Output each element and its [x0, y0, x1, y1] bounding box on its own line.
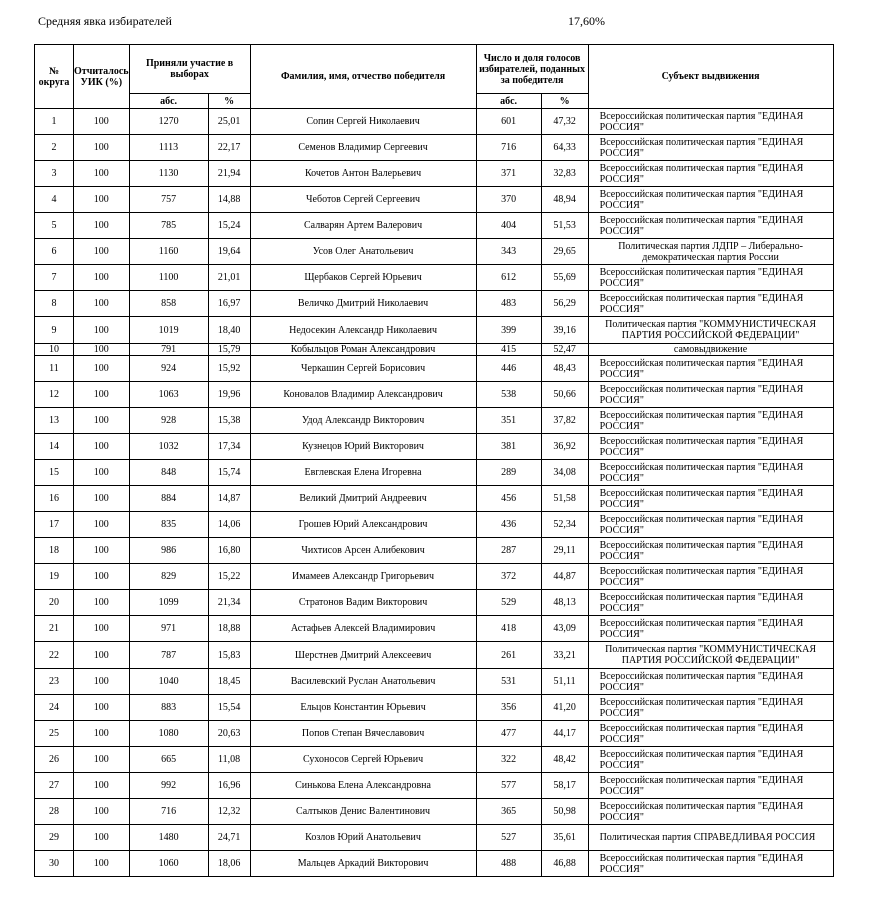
cell-nominator: Политическая партия СПРАВЕДЛИВАЯ РОССИЯ	[588, 825, 833, 851]
cell-votes-pct: 51,53	[541, 213, 588, 239]
subheader-votes-pct: %	[541, 94, 588, 109]
cell-participated-pct: 15,54	[208, 695, 250, 721]
cell-participated-abs: 1270	[129, 109, 208, 135]
cell-participated-abs: 986	[129, 538, 208, 564]
table-row	[35, 669, 834, 695]
cell-nominator: Всероссийская политическая партия "ЕДИНАЯ РОССИЯ"	[588, 356, 833, 382]
cell-district-no: 3	[35, 161, 74, 187]
cell-district-no: 17	[35, 512, 74, 538]
cell-participated-pct: 15,24	[208, 213, 250, 239]
cell-nominator: Всероссийская политическая партия "ЕДИНАЯ РОССИЯ"	[588, 747, 833, 773]
cell-winner-name: Мальцев Аркадий Викторович	[250, 851, 476, 877]
header-nominator: Субъект выдвижения	[588, 45, 833, 109]
cell-votes-abs: 446	[476, 356, 541, 382]
cell-participated-pct: 19,64	[208, 239, 250, 265]
subheader-votes-abs: абс.	[476, 94, 541, 109]
cell-district-no: 2	[35, 135, 74, 161]
cell-votes-pct: 43,09	[541, 616, 588, 642]
cell-district-no: 27	[35, 773, 74, 799]
cell-reported: 100	[74, 239, 130, 265]
cell-nominator: Всероссийская политическая партия "ЕДИНАЯ РОССИЯ"	[588, 721, 833, 747]
cell-reported: 100	[74, 799, 130, 825]
cell-participated-abs: 665	[129, 747, 208, 773]
subheader-participated-abs: абс.	[129, 94, 208, 109]
cell-nominator: Всероссийская политическая партия "ЕДИНАЯ РОССИЯ"	[588, 799, 833, 825]
cell-votes-abs: 356	[476, 695, 541, 721]
cell-reported: 100	[74, 265, 130, 291]
cell-nominator: Всероссийская политическая партия "ЕДИНАЯ РОССИЯ"	[588, 161, 833, 187]
cell-participated-abs: 1113	[129, 135, 208, 161]
cell-votes-pct: 48,94	[541, 187, 588, 213]
table-row	[35, 799, 834, 825]
cell-reported: 100	[74, 773, 130, 799]
cell-participated-abs: 1100	[129, 265, 208, 291]
cell-votes-pct: 47,32	[541, 109, 588, 135]
table-row	[35, 642, 834, 669]
cell-participated-pct: 15,74	[208, 460, 250, 486]
cell-votes-abs: 436	[476, 512, 541, 538]
cell-nominator: Всероссийская политическая партия "ЕДИНАЯ РОССИЯ"	[588, 538, 833, 564]
cell-nominator: Всероссийская политическая партия "ЕДИНАЯ РОССИЯ"	[588, 669, 833, 695]
cell-winner-name: Кузнецов Юрий Викторович	[250, 434, 476, 460]
header-participated: Приняли участие в выборах	[129, 45, 250, 94]
table-row	[35, 564, 834, 590]
cell-votes-abs: 404	[476, 213, 541, 239]
cell-winner-name: Чеботов Сергей Сергеевич	[250, 187, 476, 213]
cell-nominator: Всероссийская политическая партия "ЕДИНАЯ РОССИЯ"	[588, 851, 833, 877]
cell-winner-name: Чихтисов Арсен Алибекович	[250, 538, 476, 564]
cell-votes-abs: 577	[476, 773, 541, 799]
cell-nominator: Всероссийская политическая партия "ЕДИНАЯ РОССИЯ"	[588, 213, 833, 239]
cell-nominator: Политическая партия ЛДПР – Либерально-демократическая партия России	[588, 239, 833, 265]
cell-winner-name: Кобыльцов Роман Александрович	[250, 344, 476, 356]
cell-district-no: 30	[35, 851, 74, 877]
cell-votes-pct: 50,98	[541, 799, 588, 825]
cell-district-no: 11	[35, 356, 74, 382]
cell-participated-abs: 757	[129, 187, 208, 213]
table-row	[35, 109, 834, 135]
cell-district-no: 23	[35, 669, 74, 695]
table-row	[35, 382, 834, 408]
table-row	[35, 239, 834, 265]
cell-district-no: 6	[35, 239, 74, 265]
cell-nominator: Всероссийская политическая партия "ЕДИНАЯ РОССИЯ"	[588, 109, 833, 135]
cell-votes-abs: 371	[476, 161, 541, 187]
cell-votes-abs: 529	[476, 590, 541, 616]
cell-votes-abs: 716	[476, 135, 541, 161]
cell-participated-abs: 884	[129, 486, 208, 512]
cell-winner-name: Имамеев Александр Григорьевич	[250, 564, 476, 590]
cell-district-no: 19	[35, 564, 74, 590]
cell-winner-name: Козлов Юрий Анатольевич	[250, 825, 476, 851]
cell-participated-pct: 20,63	[208, 721, 250, 747]
cell-reported: 100	[74, 747, 130, 773]
cell-reported: 100	[74, 135, 130, 161]
cropped-header-fragment	[0, 0, 891, 14]
cell-participated-abs: 1032	[129, 434, 208, 460]
table-row	[35, 187, 834, 213]
cell-participated-pct: 19,96	[208, 382, 250, 408]
cell-participated-abs: 716	[129, 799, 208, 825]
cell-reported: 100	[74, 382, 130, 408]
cell-winner-name: Стратонов Вадим Викторович	[250, 590, 476, 616]
cell-votes-pct: 33,21	[541, 642, 588, 669]
cell-nominator: Политическая партия "КОММУНИСТИЧЕСКАЯ ПАРТИЯ РОССИЙСКОЙ ФЕДЕРАЦИИ"	[588, 642, 833, 669]
cell-votes-abs: 477	[476, 721, 541, 747]
cell-nominator: Всероссийская политическая партия "ЕДИНАЯ РОССИЯ"	[588, 590, 833, 616]
cell-district-no: 13	[35, 408, 74, 434]
cell-votes-abs: 418	[476, 616, 541, 642]
cell-district-no: 25	[35, 721, 74, 747]
cell-votes-pct: 58,17	[541, 773, 588, 799]
cell-votes-pct: 32,83	[541, 161, 588, 187]
cell-district-no: 29	[35, 825, 74, 851]
cell-votes-pct: 37,82	[541, 408, 588, 434]
cell-district-no: 21	[35, 616, 74, 642]
cell-district-no: 5	[35, 213, 74, 239]
cell-district-no: 28	[35, 799, 74, 825]
cell-participated-pct: 15,92	[208, 356, 250, 382]
cell-votes-pct: 34,08	[541, 460, 588, 486]
cell-votes-pct: 44,87	[541, 564, 588, 590]
cell-district-no: 10	[35, 344, 74, 356]
cell-votes-abs: 538	[476, 382, 541, 408]
cell-nominator: Всероссийская политическая партия "ЕДИНАЯ РОССИЯ"	[588, 382, 833, 408]
cell-nominator: Политическая партия "КОММУНИСТИЧЕСКАЯ ПАРТИЯ РОССИЙСКОЙ ФЕДЕРАЦИИ"	[588, 317, 833, 344]
table-row	[35, 538, 834, 564]
cell-participated-abs: 1480	[129, 825, 208, 851]
cell-votes-abs: 381	[476, 434, 541, 460]
cell-participated-abs: 1099	[129, 590, 208, 616]
cell-participated-pct: 14,87	[208, 486, 250, 512]
cell-votes-abs: 456	[476, 486, 541, 512]
cell-district-no: 22	[35, 642, 74, 669]
cell-reported: 100	[74, 109, 130, 135]
table-row	[35, 590, 834, 616]
cell-reported: 100	[74, 695, 130, 721]
cell-participated-abs: 848	[129, 460, 208, 486]
cell-winner-name: Попов Степан Вячеславович	[250, 721, 476, 747]
cell-votes-pct: 48,42	[541, 747, 588, 773]
cell-participated-pct: 14,88	[208, 187, 250, 213]
cell-winner-name: Величко Дмитрий Николаевич	[250, 291, 476, 317]
cell-votes-pct: 29,65	[541, 239, 588, 265]
cell-participated-pct: 15,22	[208, 564, 250, 590]
table-row	[35, 344, 834, 356]
cell-district-no: 1	[35, 109, 74, 135]
cell-participated-pct: 14,06	[208, 512, 250, 538]
cell-reported: 100	[74, 317, 130, 344]
cell-nominator: Всероссийская политическая партия "ЕДИНАЯ РОССИЯ"	[588, 460, 833, 486]
cell-winner-name: Грошев Юрий Александрович	[250, 512, 476, 538]
cell-votes-pct: 35,61	[541, 825, 588, 851]
cell-reported: 100	[74, 213, 130, 239]
table-row	[35, 460, 834, 486]
cell-district-no: 15	[35, 460, 74, 486]
cell-reported: 100	[74, 434, 130, 460]
cell-nominator: Всероссийская политическая партия "ЕДИНАЯ РОССИЯ"	[588, 408, 833, 434]
cell-votes-pct: 44,17	[541, 721, 588, 747]
cell-participated-pct: 15,83	[208, 642, 250, 669]
cell-votes-pct: 29,11	[541, 538, 588, 564]
cell-participated-abs: 883	[129, 695, 208, 721]
cell-participated-pct: 21,34	[208, 590, 250, 616]
cell-reported: 100	[74, 721, 130, 747]
cell-participated-pct: 24,71	[208, 825, 250, 851]
cell-reported: 100	[74, 564, 130, 590]
cell-winner-name: Щербаков Сергей Юрьевич	[250, 265, 476, 291]
cell-reported: 100	[74, 161, 130, 187]
cell-reported: 100	[74, 486, 130, 512]
cell-participated-abs: 785	[129, 213, 208, 239]
cell-district-no: 16	[35, 486, 74, 512]
election-results-table	[34, 44, 834, 877]
cell-votes-pct: 52,47	[541, 344, 588, 356]
header-district-no: № округа	[35, 45, 74, 109]
cell-votes-abs: 287	[476, 538, 541, 564]
cell-nominator: Всероссийская политическая партия "ЕДИНАЯ РОССИЯ"	[588, 135, 833, 161]
cell-votes-pct: 52,34	[541, 512, 588, 538]
cell-reported: 100	[74, 590, 130, 616]
cell-winner-name: Салтыков Денис Валентинович	[250, 799, 476, 825]
table-row	[35, 213, 834, 239]
cell-district-no: 7	[35, 265, 74, 291]
cell-nominator: Всероссийская политическая партия "ЕДИНАЯ РОССИЯ"	[588, 187, 833, 213]
cell-participated-pct: 18,45	[208, 669, 250, 695]
cell-votes-pct: 50,66	[541, 382, 588, 408]
cell-winner-name: Кочетов Антон Валерьевич	[250, 161, 476, 187]
cell-nominator: Всероссийская политическая партия "ЕДИНАЯ РОССИЯ"	[588, 291, 833, 317]
cell-winner-name: Великий Дмитрий Андреевич	[250, 486, 476, 512]
cell-votes-abs: 343	[476, 239, 541, 265]
cell-reported: 100	[74, 642, 130, 669]
cell-votes-pct: 41,20	[541, 695, 588, 721]
header-winner-name: Фамилия, имя, отчество победителя	[250, 45, 476, 109]
cell-reported: 100	[74, 187, 130, 213]
cell-winner-name: Черкашин Сергей Борисович	[250, 356, 476, 382]
cell-participated-abs: 924	[129, 356, 208, 382]
cell-votes-abs: 488	[476, 851, 541, 877]
cell-reported: 100	[74, 616, 130, 642]
cell-winner-name: Синькова Елена Александровна	[250, 773, 476, 799]
table-row	[35, 317, 834, 344]
cell-nominator: Всероссийская политическая партия "ЕДИНАЯ РОССИЯ"	[588, 616, 833, 642]
cell-participated-pct: 15,38	[208, 408, 250, 434]
cell-nominator: Всероссийская политическая партия "ЕДИНАЯ РОССИЯ"	[588, 434, 833, 460]
table-row	[35, 747, 834, 773]
table-row	[35, 512, 834, 538]
cell-reported: 100	[74, 538, 130, 564]
cell-district-no: 12	[35, 382, 74, 408]
cell-winner-name: Семенов Владимир Сергеевич	[250, 135, 476, 161]
cell-reported: 100	[74, 669, 130, 695]
cell-district-no: 8	[35, 291, 74, 317]
cell-reported: 100	[74, 825, 130, 851]
cell-votes-abs: 483	[476, 291, 541, 317]
cell-votes-abs: 612	[476, 265, 541, 291]
cell-district-no: 18	[35, 538, 74, 564]
cell-votes-abs: 370	[476, 187, 541, 213]
cell-participated-pct: 18,06	[208, 851, 250, 877]
average-turnout-label: Средняя явка избирателей	[38, 14, 172, 28]
cell-winner-name: Ельцов Константин Юрьевич	[250, 695, 476, 721]
cell-winner-name: Коновалов Владимир Александрович	[250, 382, 476, 408]
cell-district-no: 4	[35, 187, 74, 213]
table-row	[35, 616, 834, 642]
cell-nominator: Всероссийская политическая партия "ЕДИНАЯ РОССИЯ"	[588, 564, 833, 590]
cell-winner-name: Удод Александр Викторович	[250, 408, 476, 434]
cell-participated-abs: 835	[129, 512, 208, 538]
cell-district-no: 14	[35, 434, 74, 460]
cell-participated-pct: 16,97	[208, 291, 250, 317]
cell-district-no: 24	[35, 695, 74, 721]
cell-votes-abs: 261	[476, 642, 541, 669]
cell-participated-abs: 791	[129, 344, 208, 356]
cell-winner-name: Сопин Сергей Николаевич	[250, 109, 476, 135]
cell-votes-abs: 365	[476, 799, 541, 825]
table-row	[35, 434, 834, 460]
cell-participated-pct: 25,01	[208, 109, 250, 135]
header-winner-votes: Число и доля голосов избирателей, поданных за победителя	[476, 45, 588, 94]
table-row	[35, 408, 834, 434]
cell-winner-name: Астафьев Алексей Владимирович	[250, 616, 476, 642]
cell-reported: 100	[74, 408, 130, 434]
table-row	[35, 721, 834, 747]
table-row	[35, 291, 834, 317]
cell-reported: 100	[74, 512, 130, 538]
subheader-participated-pct: %	[208, 94, 250, 109]
table-row	[35, 356, 834, 382]
cell-participated-abs: 928	[129, 408, 208, 434]
cell-participated-abs: 858	[129, 291, 208, 317]
cell-district-no: 9	[35, 317, 74, 344]
cell-votes-pct: 51,58	[541, 486, 588, 512]
cell-participated-abs: 992	[129, 773, 208, 799]
cell-participated-abs: 1080	[129, 721, 208, 747]
table-row	[35, 695, 834, 721]
cell-winner-name: Евглевская Елена Игоревна	[250, 460, 476, 486]
table-row	[35, 265, 834, 291]
table-row	[35, 773, 834, 799]
cell-participated-abs: 829	[129, 564, 208, 590]
cell-participated-pct: 12,32	[208, 799, 250, 825]
cell-nominator: самовыдвижение	[588, 344, 833, 356]
cell-votes-abs: 415	[476, 344, 541, 356]
header-row	[35, 45, 834, 94]
cell-participated-abs: 1063	[129, 382, 208, 408]
cell-votes-abs: 399	[476, 317, 541, 344]
average-turnout-value: 17,60%	[568, 14, 605, 28]
cell-votes-abs: 531	[476, 669, 541, 695]
cell-votes-pct: 36,92	[541, 434, 588, 460]
cell-votes-pct: 51,11	[541, 669, 588, 695]
cell-votes-abs: 322	[476, 747, 541, 773]
cell-votes-abs: 351	[476, 408, 541, 434]
cell-participated-pct: 18,40	[208, 317, 250, 344]
cell-participated-pct: 17,34	[208, 434, 250, 460]
table-row	[35, 161, 834, 187]
cell-nominator: Всероссийская политическая партия "ЕДИНАЯ РОССИЯ"	[588, 695, 833, 721]
table-row	[35, 825, 834, 851]
cell-nominator: Всероссийская политическая партия "ЕДИНАЯ РОССИЯ"	[588, 773, 833, 799]
cell-participated-pct: 21,01	[208, 265, 250, 291]
cell-participated-abs: 1019	[129, 317, 208, 344]
cell-participated-abs: 971	[129, 616, 208, 642]
cell-votes-pct: 39,16	[541, 317, 588, 344]
cell-votes-pct: 48,43	[541, 356, 588, 382]
cell-district-no: 26	[35, 747, 74, 773]
table-row	[35, 851, 834, 877]
cell-nominator: Всероссийская политическая партия "ЕДИНАЯ РОССИЯ"	[588, 265, 833, 291]
cell-winner-name: Усов Олег Анатольевич	[250, 239, 476, 265]
cell-winner-name: Недосекин Александр Николаевич	[250, 317, 476, 344]
cell-votes-pct: 46,88	[541, 851, 588, 877]
cell-votes-pct: 55,69	[541, 265, 588, 291]
cell-participated-abs: 1160	[129, 239, 208, 265]
cell-participated-pct: 18,88	[208, 616, 250, 642]
cell-votes-abs: 372	[476, 564, 541, 590]
cell-votes-abs: 601	[476, 109, 541, 135]
cell-participated-pct: 21,94	[208, 161, 250, 187]
cell-reported: 100	[74, 851, 130, 877]
cell-participated-pct: 11,08	[208, 747, 250, 773]
cell-participated-pct: 16,96	[208, 773, 250, 799]
cell-participated-pct: 16,80	[208, 538, 250, 564]
cell-reported: 100	[74, 460, 130, 486]
cell-participated-abs: 1040	[129, 669, 208, 695]
cell-votes-abs: 527	[476, 825, 541, 851]
cell-participated-abs: 1060	[129, 851, 208, 877]
cell-nominator: Всероссийская политическая партия "ЕДИНАЯ РОССИЯ"	[588, 486, 833, 512]
cell-nominator: Всероссийская политическая партия "ЕДИНАЯ РОССИЯ"	[588, 512, 833, 538]
cell-votes-pct: 48,13	[541, 590, 588, 616]
cell-participated-pct: 15,79	[208, 344, 250, 356]
cell-reported: 100	[74, 291, 130, 317]
cell-reported: 100	[74, 344, 130, 356]
cell-participated-abs: 1130	[129, 161, 208, 187]
cell-votes-abs: 289	[476, 460, 541, 486]
cell-district-no: 20	[35, 590, 74, 616]
table-row	[35, 135, 834, 161]
header-reported: Отчиталось УИК (%)	[74, 45, 130, 109]
cell-reported: 100	[74, 356, 130, 382]
table-row	[35, 486, 834, 512]
cell-winner-name: Сухоносов Сергей Юрьевич	[250, 747, 476, 773]
cell-votes-pct: 64,33	[541, 135, 588, 161]
cell-winner-name: Салварян Артем Валерович	[250, 213, 476, 239]
cell-participated-pct: 22,17	[208, 135, 250, 161]
cell-winner-name: Шерстнев Дмитрий Алексеевич	[250, 642, 476, 669]
cell-winner-name: Василевский Руслан Анатольевич	[250, 669, 476, 695]
cell-participated-abs: 787	[129, 642, 208, 669]
cell-votes-pct: 56,29	[541, 291, 588, 317]
